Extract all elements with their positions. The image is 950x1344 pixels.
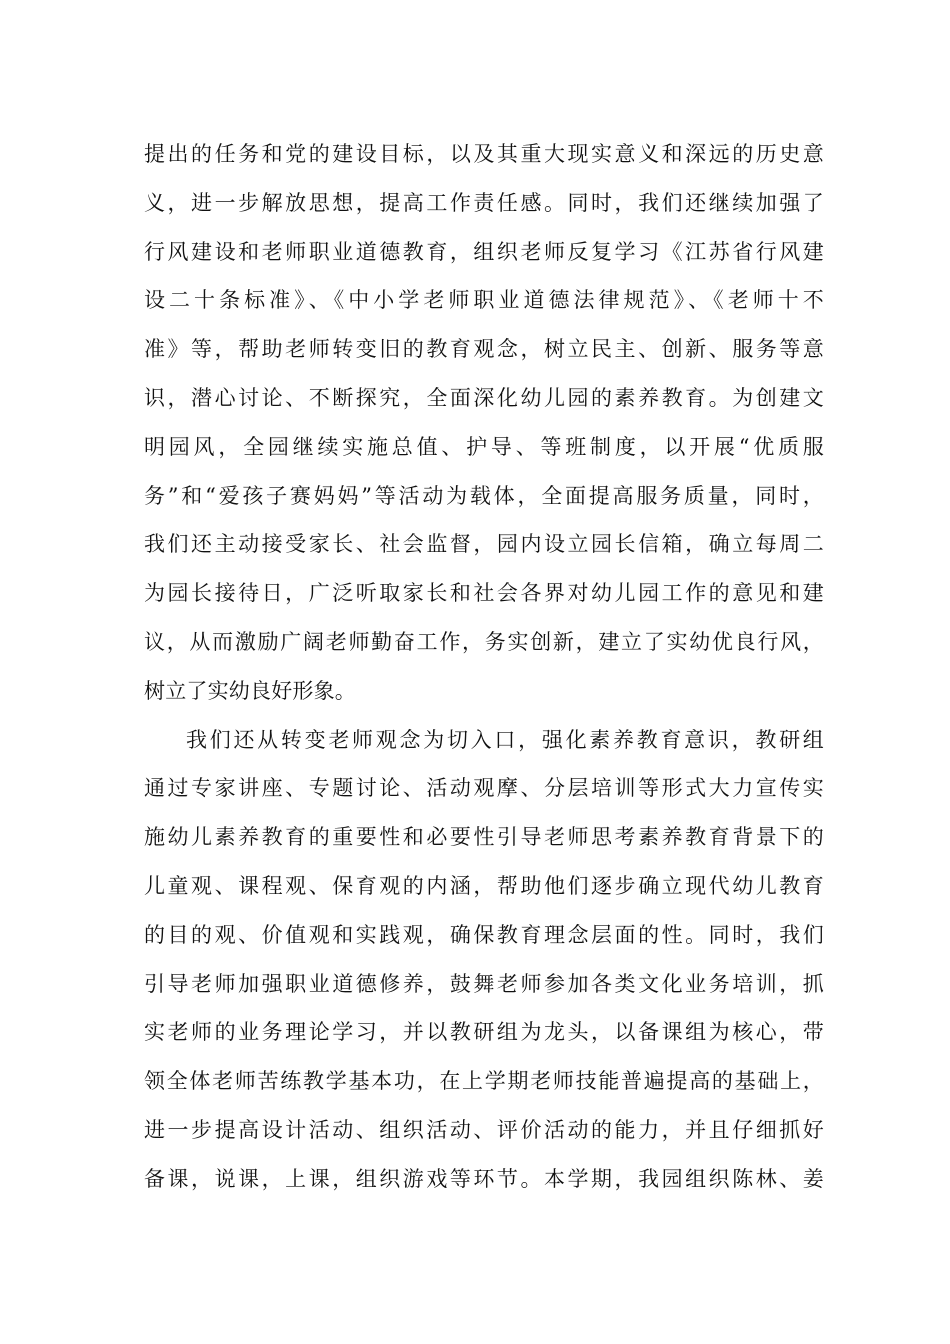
text-line: 儿童观、课程观、保育观的内涵，帮助他们逐步确立现代幼儿教育 <box>144 873 824 898</box>
text-line: 义，进一步解放思想，提高工作责任感。同时，我们还继续加强了 <box>144 190 824 215</box>
text-line: 我们还从转变老师观念为切入口，强化素养教育意识，教研组 <box>186 727 824 752</box>
text-line: 行风建设和老师职业道德教育，组织老师反复学习《江苏省行风建 <box>144 239 824 264</box>
text-line: 识，潜心讨论、不断探究，全面深化幼儿园的素养教育。为创建文 <box>144 385 824 410</box>
paragraph-2 <box>144 716 824 1204</box>
text-line: 准》等，帮助老师转变旧的教育观念，树立民主、创新、服务等意 <box>144 337 824 362</box>
text-line: 备课，说课，上课，组织游戏等环节。本学期，我园组织陈林、姜 <box>144 1166 824 1191</box>
text-line: 通过专家讲座、专题讨论、活动观摩、分层培训等形式大力宣传实 <box>144 776 824 801</box>
text-line: 明园风，全园继续实施总值、护导、等班制度，以开展“优质服 <box>144 434 824 459</box>
text-line: 提出的任务和党的建设目标，以及其重大现实意义和深远的历史意 <box>144 142 824 166</box>
text-line: 为园长接待日，广泛听取家长和社会各界对幼儿园工作的意见和建 <box>144 581 824 606</box>
text-line: 施幼儿素养教育的重要性和必要性引导老师思考素养教育背景下的 <box>144 825 824 850</box>
text-line: 进一步提高设计活动、组织活动、评价活动的能力，并且仔细抓好 <box>144 1117 824 1142</box>
body-text <box>144 130 824 1204</box>
text-line: 议，从而激励广阔老师勤奋工作，务实创新，建立了实幼优良行风， <box>144 629 824 654</box>
text-line: 实老师的业务理论学习，并以教研组为龙头，以备课组为核心，带 <box>144 1020 824 1045</box>
text-line: 树立了实幼良好形象。 <box>144 678 356 703</box>
text-line: 务”和“爱孩子赛妈妈”等活动为载体，全面提高服务质量，同时， <box>144 483 824 508</box>
text-line: 领全体老师苦练教学基本功，在上学期老师技能普遍提高的基础上， <box>144 1069 824 1094</box>
text-line: 设二十条标准》、《中小学老师职业道德法律规范》、《老师十不 <box>144 288 824 313</box>
text-line: 引导老师加强职业道德修养，鼓舞老师参加各类文化业务培训，抓 <box>144 971 824 996</box>
paragraph-1 <box>144 130 824 716</box>
text-line: 的目的观、价值观和实践观，确保教育理念层面的性。同时，我们 <box>144 922 824 947</box>
text-line: 我们还主动接受家长、社会监督，园内设立园长信箱，确立每周二 <box>144 532 824 557</box>
